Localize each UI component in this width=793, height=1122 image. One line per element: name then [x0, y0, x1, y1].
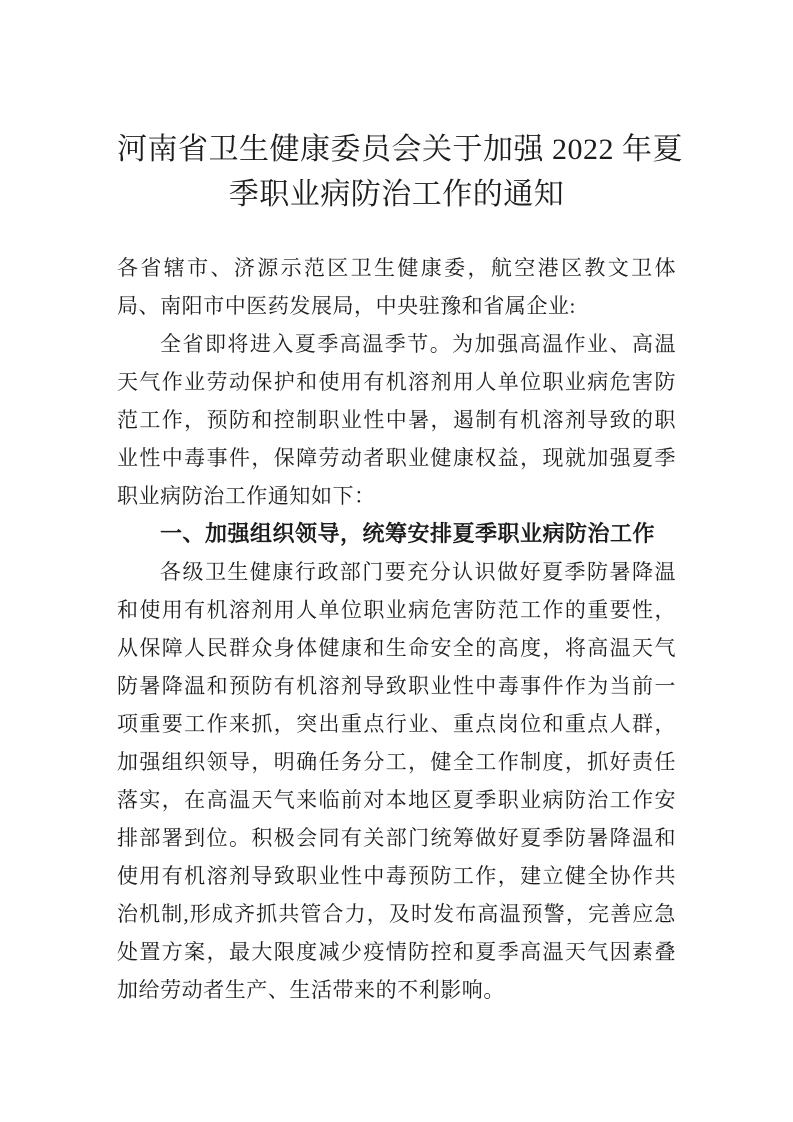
intro-paragraph: 全省即将进入夏季高温季节。为加强高温作业、高温天气作业劳动保护和使用有机溶剂用人单位职业病危害防范工作，预防和控制职业性中暑，遏制有机溶剂导致的职业性中毒事件，保障劳动者职业健康权益，现就加强夏季职业病防治工作通知如下：	[117, 332, 676, 508]
title-line-1: 河南省卫生健康委员会关于加强 2022 年夏	[117, 133, 683, 166]
section-1-body-paragraph: 各级卫生健康行政部门要充分认识做好夏季防暑降温和使用有机溶剂用人单位职业病危害防范工作的重要性，从保障人民群众身体健康和生命安全的高度，将高温天气防暑降温和预防有机溶剂导致职业性中毒事件作为当前一项重要工作来抓，突出重点行业、重点岗位和重点人群，加强组织领导，明确任务分工，健全工作制度，抓好责任落实，在高温天气来临前对本地区夏季职业病防治工作安排部署到位。积极会同有关部门统筹做好夏季防暑降温和使用有机溶剂导致职业性中毒预防工作，建立健全协作共治机制,形成齐抓共管合力，及时发布高温预警，完善应急处置方案，最大限度减少疫情防控和夏季高温天气因素叠加给劳动者生产、生活带来的不利影响。	[117, 560, 676, 1002]
title-line-2: 季职业病防治工作的通知	[228, 178, 565, 211]
salutation-paragraph: 各省辖市、济源示范区卫生健康委，航空港区教文卫体局、南阳市中医药发展局，中央驻豫和省属企业:	[117, 256, 676, 318]
section-1-heading: 一、加强组织领导，统筹安排夏季职业病防治工作	[160, 521, 656, 546]
document-title	[117, 127, 683, 217]
